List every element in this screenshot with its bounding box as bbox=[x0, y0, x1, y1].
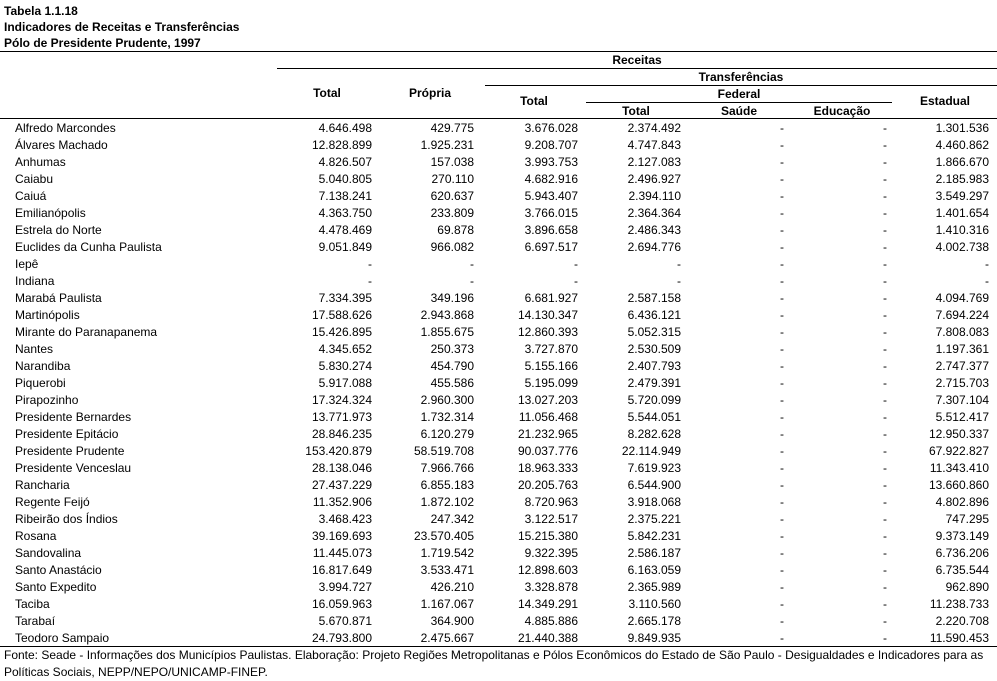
cell-transferencias-total: 3.676.028 bbox=[524, 121, 578, 135]
cell-estadual: 1.401.654 bbox=[935, 206, 989, 220]
cell-estadual: 6.735.544 bbox=[935, 563, 989, 577]
table-row bbox=[0, 188, 997, 205]
cell-saude: - bbox=[780, 342, 784, 356]
cell-propria: 1.855.675 bbox=[420, 325, 474, 339]
cell-transferencias-total: 3.993.753 bbox=[524, 155, 578, 169]
cell-propria: 23.570.405 bbox=[413, 529, 474, 543]
cell-saude: - bbox=[780, 172, 784, 186]
cell-federal-total: - bbox=[677, 257, 681, 271]
cell-total: 5.830.274 bbox=[318, 359, 372, 373]
municipality-name: Rancharia bbox=[15, 478, 70, 492]
cell-federal-total: 2.530.509 bbox=[627, 342, 681, 356]
cell-educacao: - bbox=[883, 325, 887, 339]
cell-educacao: - bbox=[883, 121, 887, 135]
cell-total: 4.826.507 bbox=[318, 155, 372, 169]
table-row bbox=[0, 630, 997, 647]
municipality-name: Santo Expedito bbox=[15, 580, 97, 594]
cell-total: 16.059.963 bbox=[311, 597, 372, 611]
header-transferencias-total: Total bbox=[520, 94, 548, 108]
cell-transferencias-total: 9.322.395 bbox=[524, 546, 578, 560]
cell-federal-total: 2.486.343 bbox=[627, 223, 681, 237]
cell-saude: - bbox=[780, 189, 784, 203]
municipality-name: Estrela do Norte bbox=[15, 223, 102, 237]
cell-total: 11.352.906 bbox=[312, 495, 372, 509]
cell-transferencias-total: 14.349.291 bbox=[517, 597, 578, 611]
cell-transferencias-total: 3.896.658 bbox=[524, 223, 578, 237]
table-row bbox=[0, 443, 997, 460]
cell-estadual: 747.295 bbox=[945, 512, 989, 526]
cell-transferencias-total: 3.766.015 bbox=[524, 206, 578, 220]
cell-educacao: - bbox=[883, 580, 887, 594]
table-title: Indicadores de Receitas e Transferências bbox=[4, 20, 240, 34]
cell-federal-total: 2.496.927 bbox=[627, 172, 681, 186]
municipality-name: Iepê bbox=[15, 257, 39, 271]
header-federal: Federal bbox=[717, 87, 761, 101]
municipality-name: Mirante do Paranapanema bbox=[15, 325, 158, 339]
cell-total: 27.437.229 bbox=[311, 478, 372, 492]
cell-total: 7.334.395 bbox=[318, 291, 372, 305]
municipality-name: Taciba bbox=[15, 597, 50, 611]
source-note: Fonte: Seade - Informações dos Municípios Paulistas. Elaboração: Projeto Regiões Metropolitanas e Pólos Econômicos do Estado de São Paulo - Desigualdades e Indicadores para as Políticas Sociais, NEPP/NEPO/UNICAMP-FINEP. bbox=[4, 648, 984, 679]
cell-estadual: - bbox=[985, 257, 989, 271]
cell-propria: 966.082 bbox=[430, 240, 474, 254]
cell-estadual: 12.950.337 bbox=[928, 427, 989, 441]
cell-propria: 157.038 bbox=[430, 155, 474, 169]
cell-federal-total: 9.849.935 bbox=[627, 631, 681, 645]
cell-propria: 247.342 bbox=[430, 512, 474, 526]
cell-transferencias-total: 4.885.886 bbox=[524, 614, 578, 628]
table-row bbox=[0, 273, 997, 290]
cell-federal-total: 2.364.364 bbox=[627, 206, 681, 220]
cell-estadual: 4.460.862 bbox=[935, 138, 989, 152]
cell-estadual: 11.590.453 bbox=[929, 631, 989, 645]
cell-federal-total: 2.374.492 bbox=[627, 121, 681, 135]
cell-saude: - bbox=[780, 597, 784, 611]
cell-transferencias-total: - bbox=[574, 274, 578, 288]
cell-propria: 2.943.868 bbox=[420, 308, 474, 322]
cell-federal-total: 4.747.843 bbox=[627, 138, 681, 152]
municipality-name: Presidente Bernardes bbox=[15, 410, 132, 424]
cell-propria: 620.637 bbox=[430, 189, 474, 203]
municipality-name: Tarabaí bbox=[15, 614, 56, 628]
cell-transferencias-total: 12.898.603 bbox=[517, 563, 578, 577]
table-row bbox=[0, 171, 997, 188]
cell-estadual: 5.512.417 bbox=[935, 410, 989, 424]
cell-transferencias-total: 6.681.927 bbox=[524, 291, 578, 305]
cell-propria: 429.775 bbox=[430, 121, 474, 135]
cell-estadual: 7.694.224 bbox=[935, 308, 989, 322]
cell-educacao: - bbox=[883, 172, 887, 186]
cell-educacao: - bbox=[883, 512, 887, 526]
cell-transferencias-total: 13.027.203 bbox=[517, 393, 578, 407]
cell-federal-total: 3.918.068 bbox=[627, 495, 681, 509]
cell-federal-total: 3.110.560 bbox=[628, 597, 681, 611]
cell-propria: 1.925.231 bbox=[420, 138, 474, 152]
cell-educacao: - bbox=[883, 206, 887, 220]
table-row bbox=[0, 290, 997, 307]
cell-educacao: - bbox=[883, 189, 887, 203]
cell-educacao: - bbox=[883, 257, 887, 271]
cell-estadual: 4.002.738 bbox=[935, 240, 989, 254]
table-row bbox=[0, 596, 997, 613]
cell-saude: - bbox=[780, 614, 784, 628]
cell-saude: - bbox=[780, 529, 784, 543]
cell-educacao: - bbox=[883, 614, 887, 628]
cell-total: 5.917.088 bbox=[318, 376, 372, 390]
cell-educacao: - bbox=[883, 223, 887, 237]
municipality-name: Caiabu bbox=[15, 172, 54, 186]
cell-federal-total: 5.720.099 bbox=[627, 393, 681, 407]
cell-saude: - bbox=[780, 376, 784, 390]
header-estadual: Estadual bbox=[919, 94, 970, 108]
table-row bbox=[0, 358, 997, 375]
cell-saude: - bbox=[780, 257, 784, 271]
cell-saude: - bbox=[780, 580, 784, 594]
cell-educacao: - bbox=[883, 495, 887, 509]
cell-educacao: - bbox=[883, 342, 887, 356]
table-row bbox=[0, 511, 997, 528]
cell-estadual: 1.866.670 bbox=[935, 155, 989, 169]
cell-total: - bbox=[368, 274, 372, 288]
cell-saude: - bbox=[780, 563, 784, 577]
cell-saude: - bbox=[780, 546, 784, 560]
cell-transferencias-total: 5.195.099 bbox=[524, 376, 578, 390]
cell-estadual: 2.185.983 bbox=[935, 172, 989, 186]
cell-propria: 6.855.183 bbox=[420, 478, 474, 492]
cell-propria: 250.373 bbox=[430, 342, 474, 356]
table-row bbox=[0, 545, 997, 562]
table-row bbox=[0, 579, 997, 596]
cell-federal-total: 2.394.110 bbox=[628, 189, 681, 203]
header-receitas: Receitas bbox=[612, 53, 662, 67]
cell-propria: 1.732.314 bbox=[420, 410, 474, 424]
cell-transferencias-total: 3.122.517 bbox=[524, 512, 578, 526]
cell-total: 4.478.469 bbox=[318, 223, 372, 237]
municipality-name: Piquerobi bbox=[15, 376, 66, 390]
table-row bbox=[0, 426, 997, 443]
cell-estadual: 67.922.827 bbox=[928, 444, 989, 458]
cell-total: 7.138.241 bbox=[318, 189, 372, 203]
municipality-name: Caiuá bbox=[15, 189, 47, 203]
cell-transferencias-total: 5.943.407 bbox=[524, 189, 578, 203]
cell-estadual: 4.802.896 bbox=[935, 495, 989, 509]
cell-federal-total: 2.375.221 bbox=[627, 512, 681, 526]
municipality-name: Álvares Machado bbox=[15, 138, 108, 152]
cell-educacao: - bbox=[883, 631, 887, 645]
cell-transferencias-total: 20.205.763 bbox=[517, 478, 578, 492]
cell-transferencias-total: 4.682.916 bbox=[524, 172, 578, 186]
cell-transferencias-total: 14.130.347 bbox=[517, 308, 578, 322]
municipality-name: Presidente Venceslau bbox=[15, 461, 132, 475]
cell-total: 4.646.498 bbox=[318, 121, 372, 135]
cell-propria: - bbox=[470, 274, 474, 288]
cell-transferencias-total: 3.727.870 bbox=[524, 342, 578, 356]
cell-transferencias-total: 11.056.468 bbox=[518, 410, 578, 424]
cell-total: - bbox=[368, 257, 372, 271]
cell-transferencias-total: 5.155.166 bbox=[524, 359, 578, 373]
cell-educacao: - bbox=[883, 427, 887, 441]
cell-saude: - bbox=[780, 427, 784, 441]
cell-estadual: 1.410.316 bbox=[935, 223, 989, 237]
cell-propria: - bbox=[470, 257, 474, 271]
cell-saude: - bbox=[780, 444, 784, 458]
table-row bbox=[0, 409, 997, 426]
cell-estadual: 11.238.733 bbox=[929, 597, 989, 611]
header-top-rule bbox=[0, 51, 997, 52]
cell-estadual: 7.808.083 bbox=[935, 325, 989, 339]
table-row bbox=[0, 120, 997, 137]
table-row bbox=[0, 324, 997, 341]
cell-educacao: - bbox=[883, 546, 887, 560]
cell-saude: - bbox=[780, 240, 784, 254]
cell-saude: - bbox=[780, 155, 784, 169]
cell-total: 153.420.879 bbox=[305, 444, 372, 458]
table-row bbox=[0, 137, 997, 154]
cell-federal-total: 2.127.083 bbox=[627, 155, 681, 169]
cell-estadual: 6.736.206 bbox=[935, 546, 989, 560]
cell-transferencias-total: 3.328.878 bbox=[524, 580, 578, 594]
header-federal-rule bbox=[586, 102, 892, 103]
cell-federal-total: 2.586.187 bbox=[627, 546, 681, 560]
cell-saude: - bbox=[780, 223, 784, 237]
cell-federal-total: 5.842.231 bbox=[627, 529, 681, 543]
table-row bbox=[0, 307, 997, 324]
municipality-name: Anhumas bbox=[15, 155, 66, 169]
cell-total: 28.138.046 bbox=[311, 461, 372, 475]
cell-educacao: - bbox=[883, 410, 887, 424]
cell-propria: 426.210 bbox=[430, 580, 474, 594]
cell-educacao: - bbox=[883, 393, 887, 407]
cell-educacao: - bbox=[883, 444, 887, 458]
cell-transferencias-total: 6.697.517 bbox=[524, 240, 578, 254]
table-number: Tabela 1.1.18 bbox=[4, 4, 78, 18]
table-row bbox=[0, 239, 997, 256]
cell-propria: 7.966.766 bbox=[420, 461, 474, 475]
table-row bbox=[0, 528, 997, 545]
cell-saude: - bbox=[780, 308, 784, 322]
cell-saude: - bbox=[780, 138, 784, 152]
municipality-name: Martinópolis bbox=[15, 308, 80, 322]
header-total: Total bbox=[313, 86, 341, 100]
table-row bbox=[0, 392, 997, 409]
cell-federal-total: 2.587.158 bbox=[627, 291, 681, 305]
header-propria: Própria bbox=[408, 86, 451, 100]
table-subtitle: Pólo de Presidente Prudente, 1997 bbox=[4, 36, 201, 50]
cell-federal-total: 8.282.628 bbox=[627, 427, 681, 441]
cell-total: 15.426.895 bbox=[311, 325, 372, 339]
cell-educacao: - bbox=[883, 240, 887, 254]
cell-propria: 69.878 bbox=[437, 223, 474, 237]
cell-saude: - bbox=[780, 274, 784, 288]
cell-educacao: - bbox=[883, 274, 887, 288]
header-receitas-rule bbox=[277, 68, 997, 69]
cell-propria: 233.809 bbox=[430, 206, 474, 220]
header-saude: Saúde bbox=[720, 104, 757, 118]
cell-total: 9.051.849 bbox=[318, 240, 372, 254]
municipality-name: Ribeirão dos Índios bbox=[15, 512, 118, 526]
cell-federal-total: - bbox=[677, 274, 681, 288]
municipality-name: Regente Feijó bbox=[15, 495, 90, 509]
cell-federal-total: 6.436.121 bbox=[627, 308, 681, 322]
municipality-name: Teodoro Sampaio bbox=[15, 631, 110, 645]
cell-propria: 455.586 bbox=[430, 376, 474, 390]
cell-federal-total: 2.365.989 bbox=[627, 580, 681, 594]
cell-total: 39.169.693 bbox=[311, 529, 372, 543]
cell-propria: 270.110 bbox=[431, 172, 474, 186]
cell-total: 12.828.899 bbox=[311, 138, 372, 152]
cell-total: 24.793.800 bbox=[311, 631, 372, 645]
cell-propria: 364.900 bbox=[430, 614, 474, 628]
cell-total: 16.817.649 bbox=[311, 563, 372, 577]
municipality-name: Presidente Epitácio bbox=[15, 427, 119, 441]
table-row bbox=[0, 460, 997, 477]
cell-educacao: - bbox=[883, 478, 887, 492]
cell-federal-total: 2.665.178 bbox=[627, 614, 681, 628]
table-row bbox=[0, 154, 997, 171]
table-row bbox=[0, 494, 997, 511]
cell-propria: 6.120.279 bbox=[420, 427, 474, 441]
cell-educacao: - bbox=[883, 359, 887, 373]
cell-saude: - bbox=[780, 410, 784, 424]
cell-estadual: 2.715.703 bbox=[935, 376, 989, 390]
cell-total: 17.324.324 bbox=[311, 393, 372, 407]
cell-educacao: - bbox=[883, 461, 887, 475]
cell-saude: - bbox=[780, 359, 784, 373]
table-row bbox=[0, 256, 997, 273]
header-transferencias: Transferências bbox=[698, 70, 784, 84]
cell-transferencias-total: 21.232.965 bbox=[517, 427, 578, 441]
cell-estadual: - bbox=[985, 274, 989, 288]
cell-estadual: 11.343.410 bbox=[929, 461, 989, 475]
cell-transferencias-total: 12.860.393 bbox=[517, 325, 578, 339]
municipality-name: Narandiba bbox=[15, 359, 71, 373]
cell-transferencias-total: 9.208.707 bbox=[524, 138, 578, 152]
cell-federal-total: 5.544.051 bbox=[627, 410, 681, 424]
cell-federal-total: 6.544.900 bbox=[627, 478, 681, 492]
cell-propria: 1.167.067 bbox=[420, 597, 474, 611]
cell-propria: 58.519.708 bbox=[413, 444, 474, 458]
cell-total: 3.468.423 bbox=[318, 512, 372, 526]
cell-total: 28.846.235 bbox=[311, 427, 372, 441]
table-body bbox=[0, 120, 997, 647]
cell-estadual: 2.220.708 bbox=[935, 614, 989, 628]
cell-federal-total: 2.407.793 bbox=[627, 359, 681, 373]
cell-propria: 2.960.300 bbox=[420, 393, 474, 407]
cell-transferencias-total: 18.963.333 bbox=[517, 461, 578, 475]
table-row bbox=[0, 222, 997, 239]
municipality-name: Alfredo Marcondes bbox=[15, 121, 116, 135]
cell-total: 4.345.652 bbox=[318, 342, 372, 356]
cell-federal-total: 22.114.949 bbox=[621, 444, 681, 458]
cell-propria: 3.533.471 bbox=[420, 563, 474, 577]
cell-federal-total: 2.694.776 bbox=[627, 240, 681, 254]
cell-total: 4.363.750 bbox=[318, 206, 372, 220]
municipality-name: Pirapozinho bbox=[15, 393, 79, 407]
cell-estadual: 3.549.297 bbox=[935, 189, 989, 203]
cell-estadual: 2.747.377 bbox=[935, 359, 989, 373]
cell-estadual: 962.890 bbox=[945, 580, 989, 594]
cell-educacao: - bbox=[883, 138, 887, 152]
cell-saude: - bbox=[780, 512, 784, 526]
cell-estadual: 7.307.104 bbox=[935, 393, 989, 407]
cell-saude: - bbox=[780, 206, 784, 220]
cell-educacao: - bbox=[883, 563, 887, 577]
municipality-name: Indiana bbox=[15, 274, 55, 288]
cell-estadual: 4.094.769 bbox=[935, 291, 989, 305]
cell-propria: 1.719.542 bbox=[420, 546, 474, 560]
cell-educacao: - bbox=[883, 155, 887, 169]
cell-estadual: 1.301.536 bbox=[935, 121, 989, 135]
cell-propria: 349.196 bbox=[430, 291, 474, 305]
cell-propria: 454.790 bbox=[430, 359, 474, 373]
municipality-name: Emilianópolis bbox=[15, 206, 86, 220]
cell-total: 11.445.073 bbox=[312, 546, 372, 560]
cell-federal-total: 6.163.059 bbox=[627, 563, 681, 577]
cell-estadual: 13.660.860 bbox=[928, 478, 989, 492]
cell-saude: - bbox=[780, 495, 784, 509]
cell-educacao: - bbox=[883, 308, 887, 322]
cell-educacao: - bbox=[883, 597, 887, 611]
cell-total: 17.588.626 bbox=[311, 308, 372, 322]
cell-total: 13.771.973 bbox=[311, 410, 372, 424]
table-row bbox=[0, 477, 997, 494]
cell-saude: - bbox=[780, 478, 784, 492]
municipality-name: Euclides da Cunha Paulista bbox=[15, 240, 162, 254]
cell-estadual: 9.373.149 bbox=[935, 529, 989, 543]
cell-propria: 1.872.102 bbox=[420, 495, 474, 509]
cell-transferencias-total: 90.037.776 bbox=[517, 444, 578, 458]
cell-transferencias-total: 21.440.388 bbox=[517, 631, 578, 645]
header-educacao: Educação bbox=[813, 104, 871, 118]
table-row bbox=[0, 562, 997, 579]
cell-federal-total: 7.619.923 bbox=[627, 461, 681, 475]
cell-transferencias-total: 8.720.963 bbox=[524, 495, 578, 509]
cell-educacao: - bbox=[883, 376, 887, 390]
cell-educacao: - bbox=[883, 529, 887, 543]
header-bottom-rule bbox=[0, 118, 997, 119]
municipality-name: Rosana bbox=[15, 529, 57, 543]
header-federal-total: Total bbox=[622, 104, 650, 118]
cell-total: 5.670.871 bbox=[318, 614, 372, 628]
municipality-name: Santo Anastácio bbox=[15, 563, 102, 577]
cell-total: 5.040.805 bbox=[318, 172, 372, 186]
cell-estadual: 1.197.361 bbox=[935, 342, 989, 356]
cell-saude: - bbox=[780, 631, 784, 645]
municipality-name: Marabá Paulista bbox=[15, 291, 102, 305]
cell-transferencias-total: 15.215.380 bbox=[517, 529, 578, 543]
cell-total: 3.994.727 bbox=[318, 580, 372, 594]
cell-saude: - bbox=[780, 121, 784, 135]
table-row bbox=[0, 205, 997, 222]
cell-saude: - bbox=[780, 325, 784, 339]
cell-propria: 2.475.667 bbox=[420, 631, 474, 645]
cell-federal-total: 5.052.315 bbox=[627, 325, 681, 339]
table-row bbox=[0, 613, 997, 630]
municipality-name: Sandovalina bbox=[15, 546, 82, 560]
table-row bbox=[0, 341, 997, 358]
cell-transferencias-total: - bbox=[574, 257, 578, 271]
header-transferencias-rule bbox=[485, 85, 997, 86]
municipality-name: Presidente Prudente bbox=[15, 444, 125, 458]
cell-federal-total: 2.479.391 bbox=[627, 376, 681, 390]
cell-saude: - bbox=[780, 461, 784, 475]
cell-saude: - bbox=[780, 291, 784, 305]
cell-saude: - bbox=[780, 393, 784, 407]
municipality-name: Nantes bbox=[15, 342, 54, 356]
table-row bbox=[0, 375, 997, 392]
cell-educacao: - bbox=[883, 291, 887, 305]
